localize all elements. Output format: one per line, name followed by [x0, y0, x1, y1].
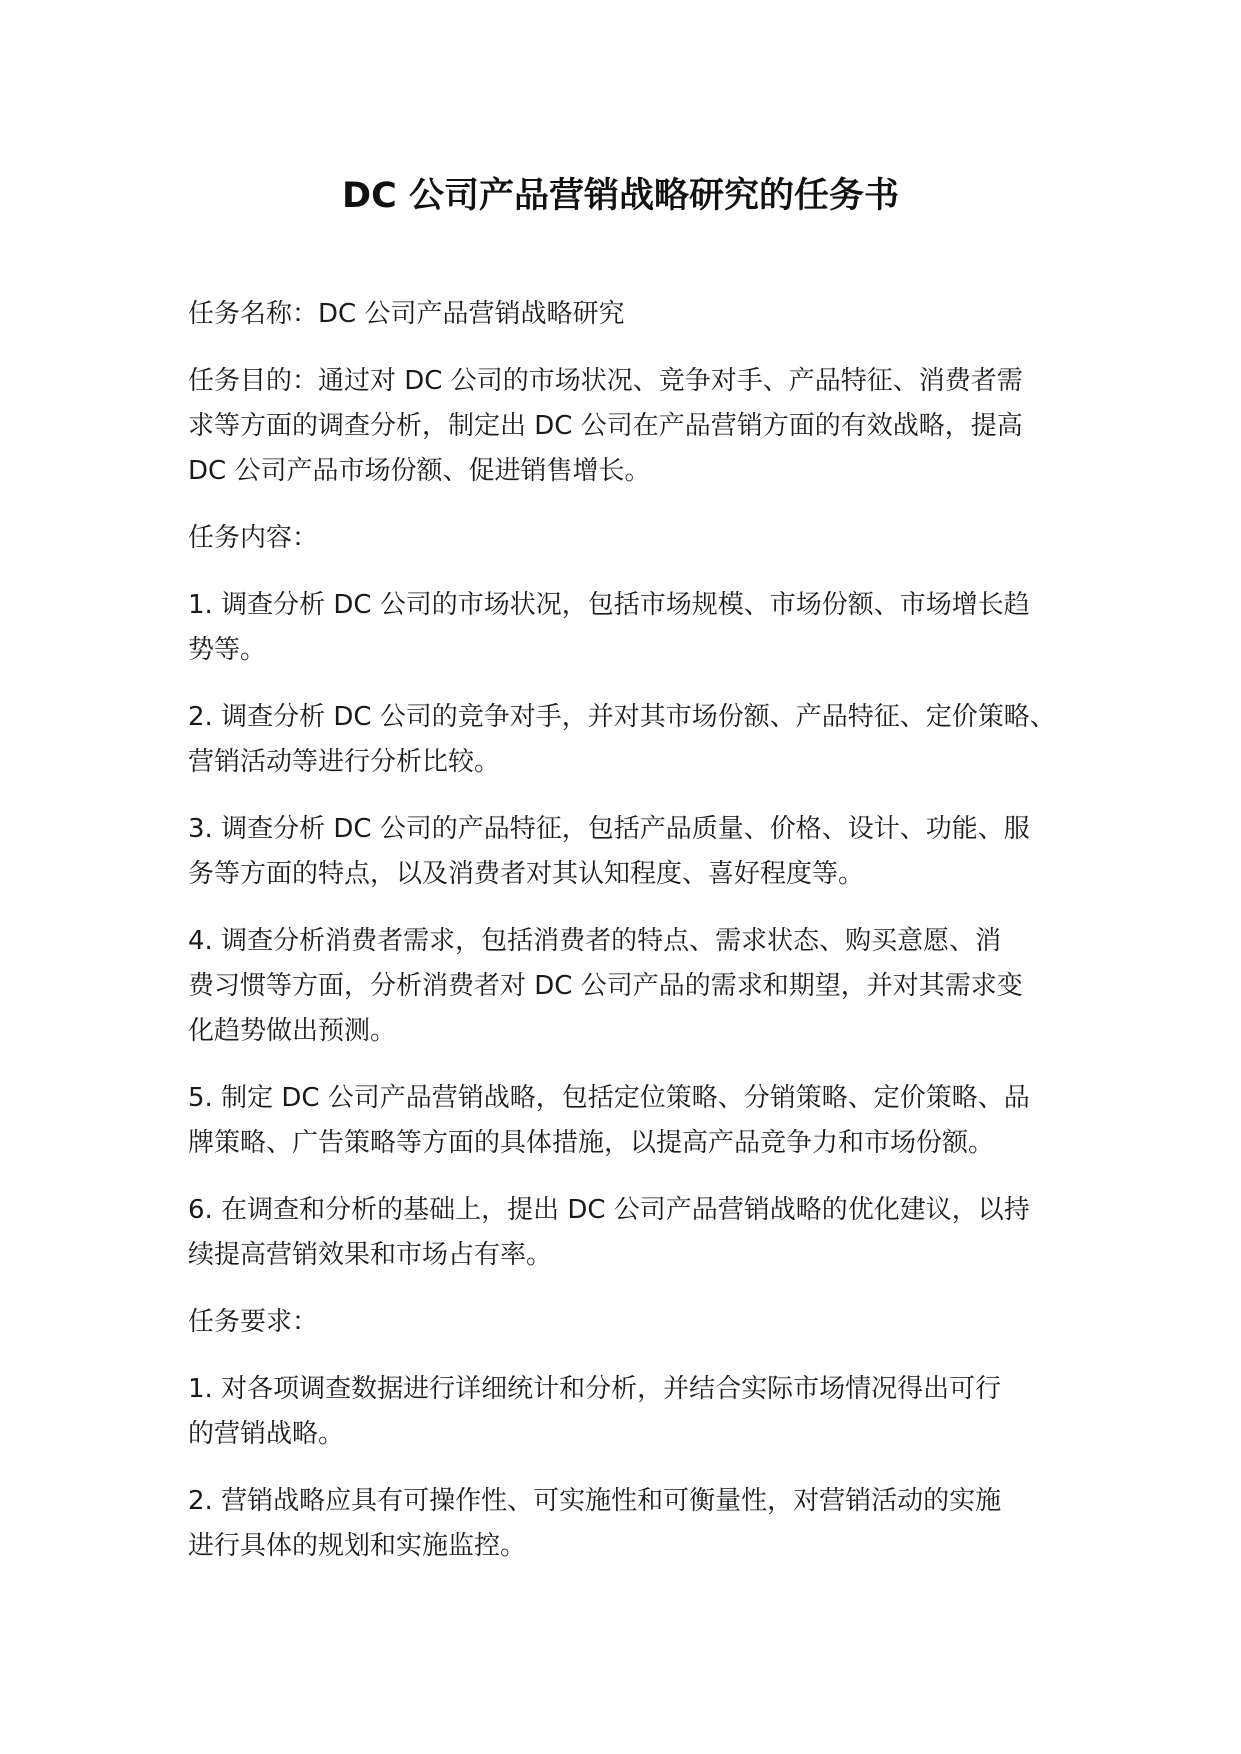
requirement-item-1: 1. 对各项调查数据进行详细统计和分析，并结合实际市场情况得出可行 的营销战略。 — [188, 1374, 1002, 1449]
content-item-1: 1. 调查分析 DC 公司的市场状况，包括市场规模、市场份额、市场增长趋 势等。 — [188, 590, 1030, 665]
content-item-6: 6. 在调查和分析的基础上，提出 DC 公司产品营销战略的优化建议，以持 续提高营销效果和市场占有率。 — [188, 1195, 1030, 1270]
task-requirements-heading: 任务要求： — [188, 1307, 319, 1337]
content-item-4: 4. 调查分析消费者需求，包括消费者的特点、需求状态、购买意愿、消 费习惯等方面，分析消费者对 DC 公司产品的需求和期望，并对其需求变 化趋势做出预测。 — [188, 926, 1023, 1046]
content-item-2: 2. 调查分析 DC 公司的竞争对手，并对其市场份额、产品特征、定价策略、 营销活动等进行分析比较。 — [188, 702, 1056, 777]
task-name-paragraph: 任务名称：DC 公司产品营销战略研究 — [188, 299, 625, 329]
task-content-heading: 任务内容： — [188, 523, 319, 553]
content-item-5: 5. 制定 DC 公司产品营销战略，包括定位策略、分销策略、定价策略、品 牌策略、广告策略等方面的具体措施，以提高产品竞争力和市场份额。 — [188, 1083, 1030, 1158]
document-body — [188, 292, 1068, 1591]
requirement-item-2: 2. 营销战略应具有可操作性、可实施性和可衡量性，对营销活动的实施 进行具体的规划和实施监控。 — [188, 1486, 1002, 1561]
task-purpose-paragraph: 任务目的：通过对 DC 公司的市场状况、竞争对手、产品特征、消费者需 求等方面的调查分析，制定出 DC 公司在产品营销方面的有效战略，提高 DC 公司产品市场份额、促进销售增长。 — [188, 366, 1023, 486]
content-item-3: 3. 调查分析 DC 公司的产品特征，包括产品质量、价格、设计、功能、服 务等方面的特点，以及消费者对其认知程度、喜好程度等。 — [188, 814, 1030, 889]
document-title: DC 公司产品营销战略研究的任务书 — [342, 176, 899, 216]
